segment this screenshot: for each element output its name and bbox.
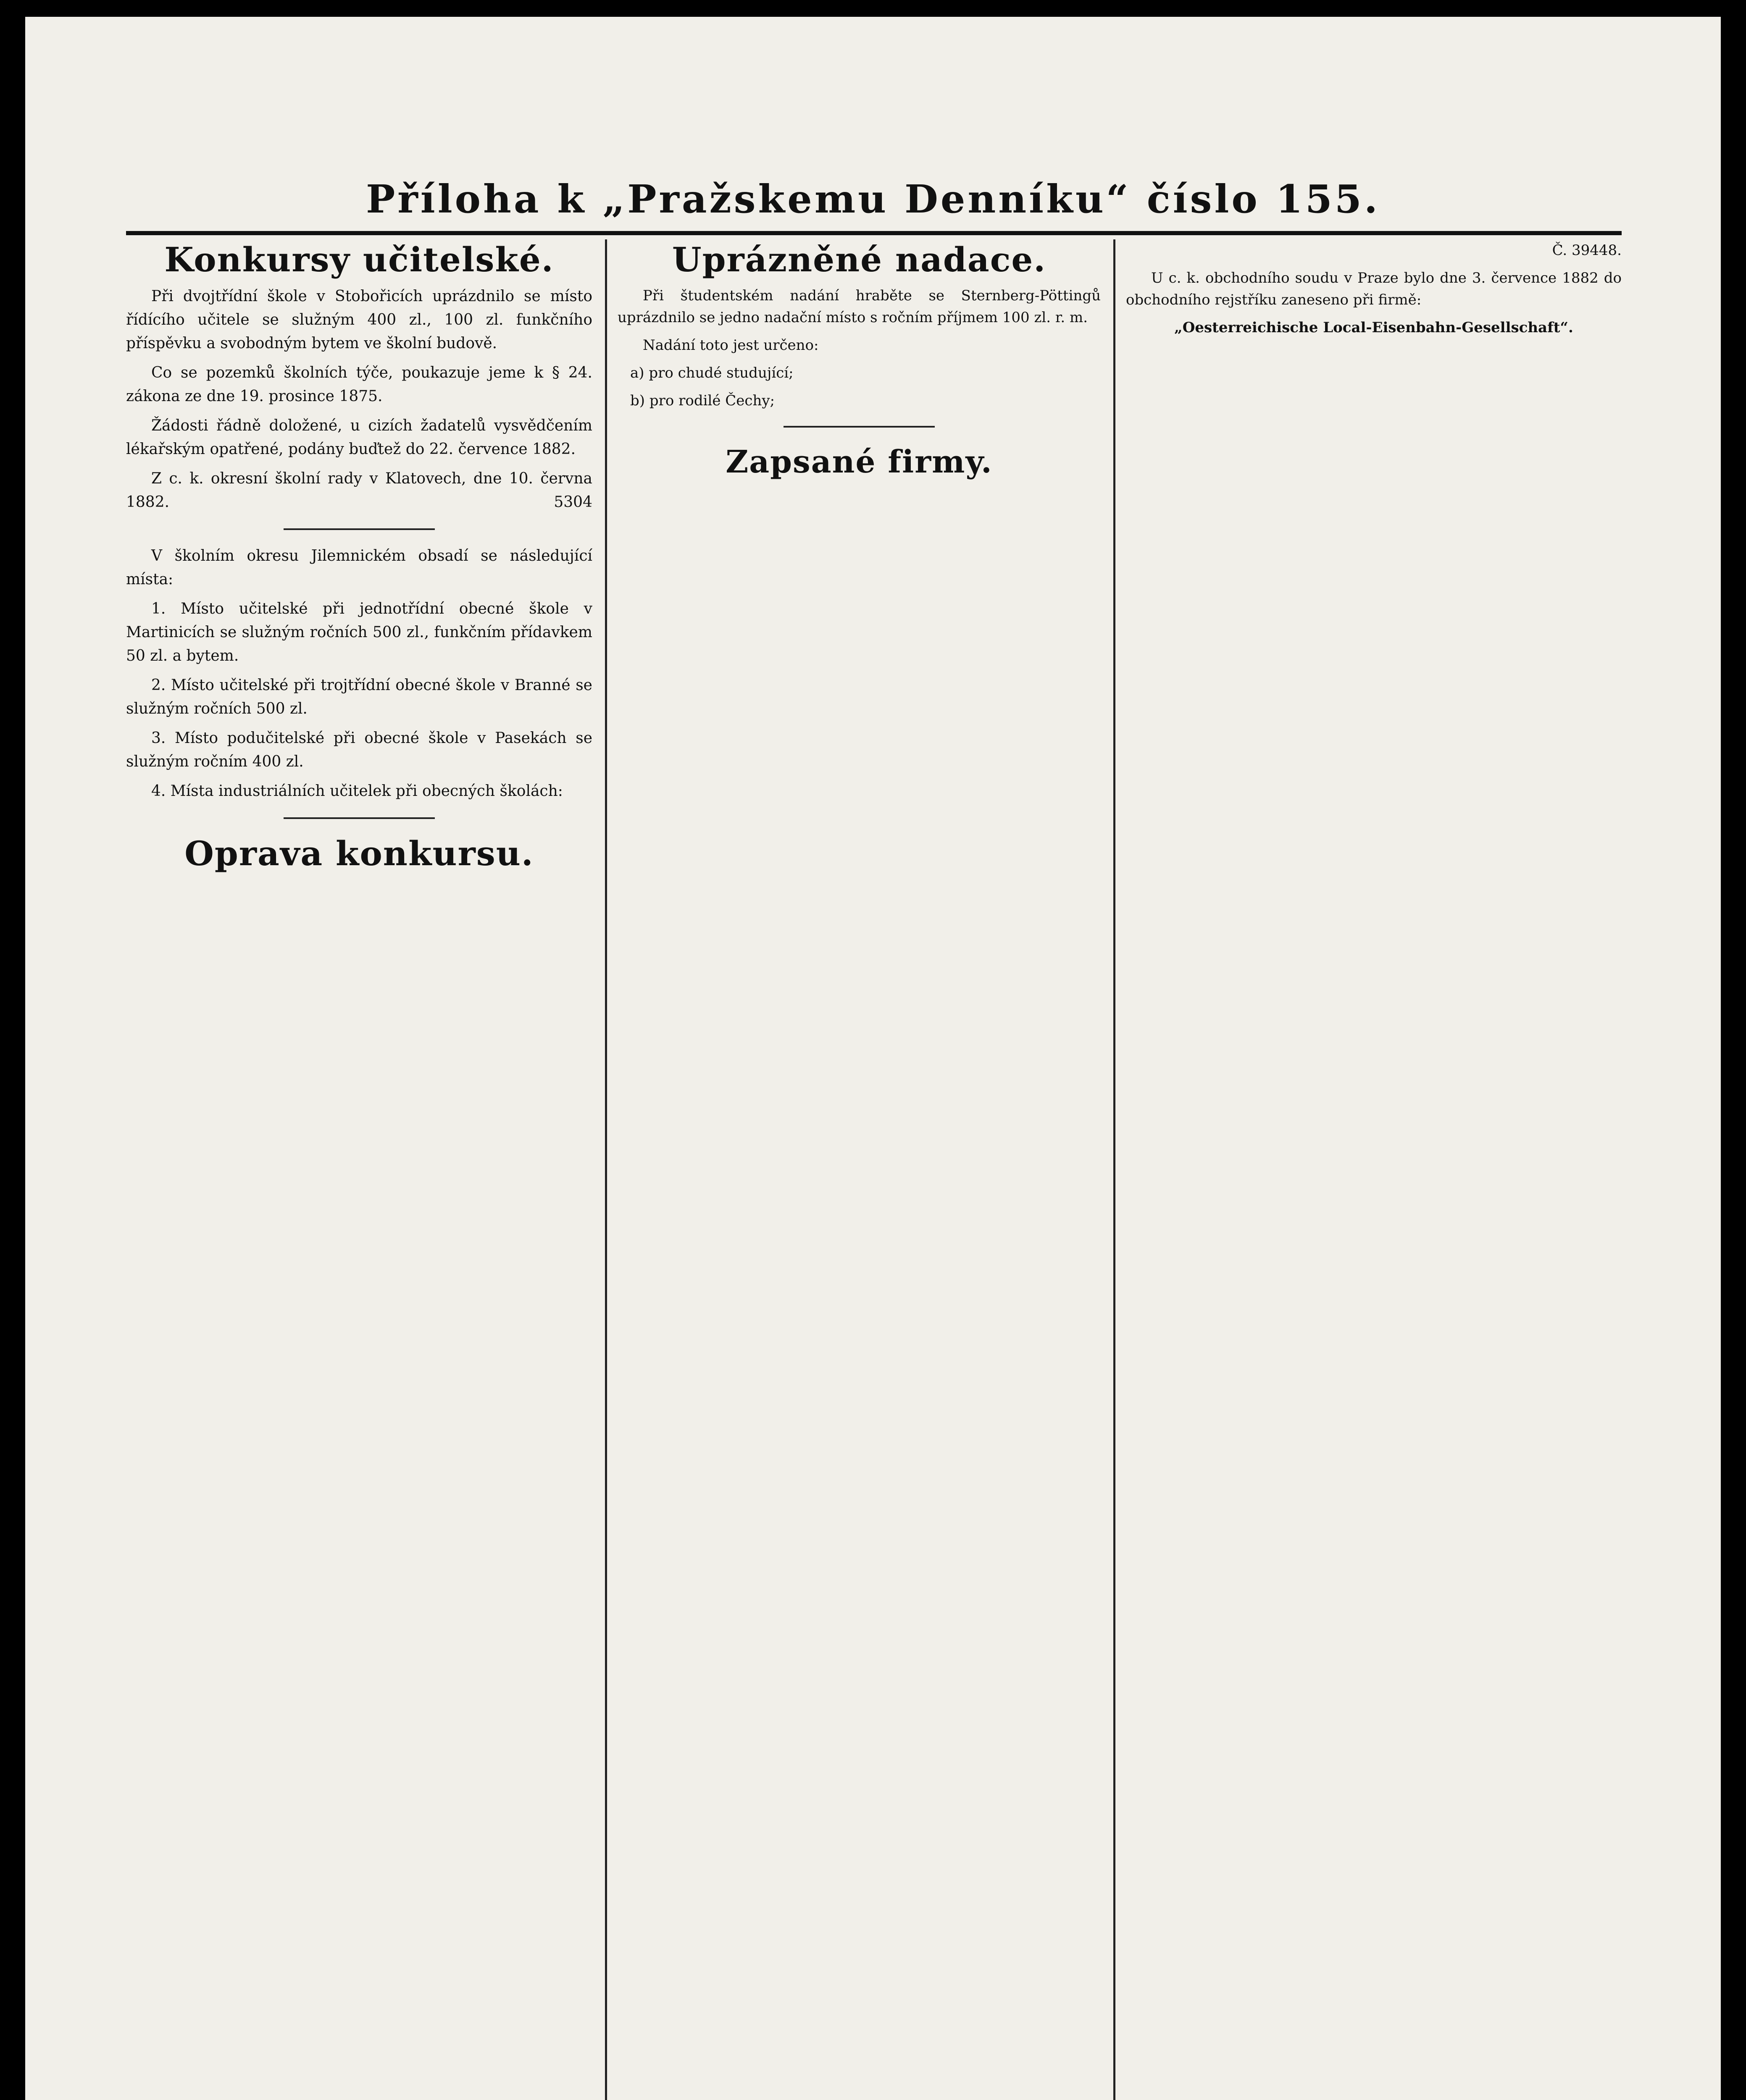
- col1-paragraph-4: [126, 467, 592, 514]
- section-rule: [784, 426, 935, 428]
- column-divider-2: [1113, 239, 1115, 2100]
- header-rule: [126, 231, 1622, 235]
- col2-list-b: b) pro rodilé Čechy;: [630, 392, 775, 409]
- column-1: [126, 239, 592, 2100]
- page-title: Příloha k „Pražskemu Denníku“ číslo 155.: [366, 176, 1380, 222]
- col1-paragraph-9: 4. Místa industriálních učitelek při obecných školách:: [151, 782, 563, 800]
- column-2: [618, 239, 1101, 2100]
- heading-konkursy: Konkursy učitelské.: [164, 240, 554, 279]
- col1-p4-text: Z c. k. okresní školní rady v Klatovech, dne 10. června 1882.: [126, 470, 592, 511]
- section-rule: [284, 817, 435, 819]
- col2-paragraph-2: Nadání toto jest určeno:: [643, 337, 819, 354]
- col1-paragraph-7: 2. Místo učitelské při trojtřídní obecné škole v Branné se služným ročních 500 zl.: [126, 677, 592, 717]
- section-rule: [284, 528, 435, 530]
- col1-paragraph-1: Při dvojtřídní škole v Stobořicích uprázdnilo se místo řídícího učitele se služným 400 zl., 100 zl. funkčního příspěvku a svobodným bytem ve školní budově.: [126, 288, 592, 352]
- col1-paragraph-8: 3. Místo podučitelské při obecné škole v Pasekách se služným ročním 400 zl.: [126, 730, 592, 770]
- col3-ref-1: Č. 39448.: [1552, 242, 1622, 259]
- heading-oprava: Oprava konkursu.: [184, 834, 534, 873]
- col1-paragraph-2: Co se pozemků školních týče, poukazuje jeme k § 24. zákona ze dne 19. prosince 1875.: [126, 364, 592, 405]
- col2-paragraph-1: Při študentském nadání hraběte se Sternberg-Pöttingů uprázdnilo se jedno nadační místo s ročním příjmem 100 zl. r. m.: [618, 287, 1101, 326]
- col1-paragraph-5: V školním okresu Jilemnickém obsadí se následující místa:: [126, 547, 592, 588]
- heading-nadace: Uprázněné nadace.: [672, 240, 1047, 279]
- heading-firmy: Zapsané firmy.: [726, 444, 993, 480]
- col3-firm-1: „Oesterreichische Local-Eisenbahn-Gesellschaft“.: [1174, 319, 1573, 336]
- col1-paragraph-3: Žádosti řádně doložené, u cizích žadatelů vysvědčením lékařským opatřené, podány buďtež do 22. července 1882.: [126, 417, 592, 458]
- column-3: [1126, 239, 1622, 2100]
- col3-paragraph-1: U c. k. obchodního soudu v Praze bylo dne 3. července 1882 do obchodního rejstříku zaneseno při firmě:: [1126, 270, 1622, 308]
- col2-list-a: a) pro chudé studující;: [630, 365, 794, 381]
- newspaper-page: [25, 17, 1721, 2100]
- col1-paragraph-6: 1. Místo učitelské při jednotřídní obecné škole v Martinicích se služným ročních 500 zl., funkčním přídavkem 50 zl. a bytem.: [126, 600, 592, 664]
- col1-p4-number: 5304: [554, 494, 592, 511]
- column-divider-1: [605, 239, 607, 2100]
